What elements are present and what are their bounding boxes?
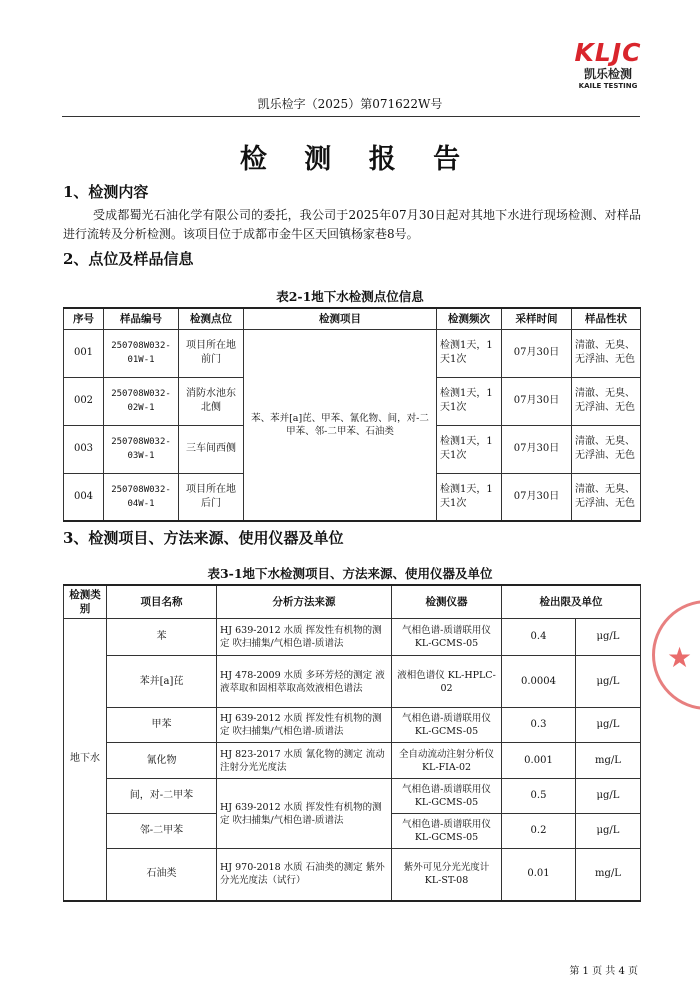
column-header: 样品性状 xyxy=(572,308,641,329)
cell-sample-time: 07月30日 xyxy=(502,473,572,521)
cell-sample-state: 清澈、无臭、无浮油、无色 xyxy=(572,329,641,377)
column-header: 采样时间 xyxy=(502,308,572,329)
cell-point: 项目所在地后门 xyxy=(179,473,244,521)
table-row xyxy=(64,329,641,377)
table-row xyxy=(64,619,641,656)
table-2-1-caption: 表2-1地下水检测点位信息 xyxy=(276,289,424,304)
cell-sample-code: 250708W032-01W-1 xyxy=(104,329,179,377)
table-header-row xyxy=(64,308,641,329)
cell-unit: μg/L xyxy=(576,708,641,743)
cell-sample-code: 250708W032-04W-1 xyxy=(104,473,179,521)
cell-method: HJ 639-2012 水质 挥发性有机物的测定 吹扫捕集/气相色谱-质谱法 xyxy=(217,779,392,849)
sampling-points-table xyxy=(63,307,641,522)
cell-method: HJ 823-2017 水质 氰化物的测定 流动注射分光光度法 xyxy=(217,743,392,779)
section-2-heading: 2、点位及样品信息 xyxy=(63,250,194,268)
cell-frequency: 检测1天，1天1次 xyxy=(437,329,502,377)
header-divider xyxy=(62,116,640,117)
table-row xyxy=(64,779,641,814)
cell-method: HJ 639-2012 水质 挥发性有机物的测定 吹扫捕集/气相色谱-质谱法 xyxy=(217,619,392,656)
cell-method: HJ 639-2012 水质 挥发性有机物的测定 吹扫捕集/气相色谱-质谱法 xyxy=(217,708,392,743)
cell-item: 间，对-二甲苯 xyxy=(107,779,217,814)
table-header-row xyxy=(64,585,641,619)
cell-instrument: 液相色谱仪 KL-HPLC-02 xyxy=(392,656,502,708)
cell-unit: μg/L xyxy=(576,656,641,708)
table-row xyxy=(64,656,641,708)
column-header: 项目名称 xyxy=(107,585,217,619)
cell-method: HJ 970-2018 水质 石油类的测定 紫外分光光度法（试行） xyxy=(217,849,392,901)
cell-sample-time: 07月30日 xyxy=(502,329,572,377)
cell-limit: 0.3 xyxy=(502,708,576,743)
cell-no: 004 xyxy=(64,473,104,521)
table-3-1-caption: 表3-1地下水检测项目、方法来源、使用仪器及单位 xyxy=(207,566,493,581)
cell-sample-state: 清澈、无臭、无浮油、无色 xyxy=(572,473,641,521)
cell-point: 项目所在地前门 xyxy=(179,329,244,377)
cell-unit: mg/L xyxy=(576,849,641,901)
seal-star-icon: ★ xyxy=(667,641,693,674)
section-3-heading: 3、检测项目、方法来源、使用仪器及单位 xyxy=(63,529,344,547)
logo-mark: KLJC xyxy=(574,38,642,67)
column-header: 样品编号 xyxy=(104,308,179,329)
document-title: 检 测 报 告 xyxy=(239,144,475,175)
cell-sample-time: 07月30日 xyxy=(502,425,572,473)
cell-unit: μg/L xyxy=(576,619,641,656)
cell-no: 001 xyxy=(64,329,104,377)
cell-sample-code: 250708W032-03W-1 xyxy=(104,425,179,473)
table-row xyxy=(64,849,641,901)
column-header: 序号 xyxy=(64,308,104,329)
cell-instrument: 气相色谱-质谱联用仪 KL-GCMS-05 xyxy=(392,708,502,743)
cell-sample-state: 清澈、无臭、无浮油、无色 xyxy=(572,377,641,425)
cell-no: 003 xyxy=(64,425,104,473)
cell-instrument: 全自动流动注射分析仪 KL-FIA-02 xyxy=(392,743,502,779)
page-number: 第 1 页 共 4 页 xyxy=(569,966,638,977)
cell-test-items: 苯、苯并[a]芘、甲苯、氰化物、间，对-二甲苯、邻-二甲苯、石油类 xyxy=(244,329,437,521)
cell-limit: 0.0004 xyxy=(502,656,576,708)
cell-sample-state: 清澈、无臭、无浮油、无色 xyxy=(572,425,641,473)
column-header: 检测项目 xyxy=(244,308,437,329)
cell-point: 消防水池东北侧 xyxy=(179,377,244,425)
cell-limit: 0.4 xyxy=(502,619,576,656)
cell-category: 地下水 xyxy=(64,619,107,901)
cell-sample-code: 250708W032-02W-1 xyxy=(104,377,179,425)
column-header: 检测频次 xyxy=(437,308,502,329)
cell-item: 苯并[a]芘 xyxy=(107,656,217,708)
cell-sample-time: 07月30日 xyxy=(502,377,572,425)
logo-english-name: KAILE TESTING xyxy=(578,82,638,90)
cell-item: 苯 xyxy=(107,619,217,656)
cell-limit: 0.2 xyxy=(502,814,576,849)
cell-unit: μg/L xyxy=(576,814,641,849)
column-header: 检测点位 xyxy=(179,308,244,329)
report-number: 凯乐检字（2025）第071622W号 xyxy=(257,97,443,111)
cell-point: 三车间西侧 xyxy=(179,425,244,473)
cell-unit: μg/L xyxy=(576,779,641,814)
cell-frequency: 检测1天，1天1次 xyxy=(437,473,502,521)
table-row xyxy=(64,743,641,779)
cell-instrument: 气相色谱-质谱联用仪 KL-GCMS-05 xyxy=(392,814,502,849)
cell-instrument: 紫外可见分光光度计 KL-ST-08 xyxy=(392,849,502,901)
cell-limit: 0.001 xyxy=(502,743,576,779)
cell-item: 氰化物 xyxy=(107,743,217,779)
cell-item: 甲苯 xyxy=(107,708,217,743)
section-1-text: 受成都蜀光石油化学有限公司的委托，我公司于2025年07月30日起对其地下水进行现场检测、对样品进行流转及分析检测。该项目位于成都市金牛区天回镇杨家巷8号。 xyxy=(63,208,641,241)
official-seal xyxy=(652,600,700,710)
cell-limit: 0.5 xyxy=(502,779,576,814)
cell-no: 002 xyxy=(64,377,104,425)
cell-item: 石油类 xyxy=(107,849,217,901)
test-methods-table xyxy=(63,584,641,902)
column-header: 检测仪器 xyxy=(392,585,502,619)
column-header: 分析方法来源 xyxy=(217,585,392,619)
logo-chinese-name: 凯乐检测 xyxy=(583,67,632,81)
column-header: 检测类别 xyxy=(64,585,107,619)
cell-unit: mg/L xyxy=(576,743,641,779)
column-header: 检出限及单位 xyxy=(502,585,641,619)
cell-limit: 0.01 xyxy=(502,849,576,901)
cell-frequency: 检测1天，1天1次 xyxy=(437,377,502,425)
table-row xyxy=(64,708,641,743)
cell-item: 邻-二甲苯 xyxy=(107,814,217,849)
cell-frequency: 检测1天，1天1次 xyxy=(437,425,502,473)
cell-instrument: 气相色谱-质谱联用仪 KL-GCMS-05 xyxy=(392,619,502,656)
cell-instrument: 气相色谱-质谱联用仪 KL-GCMS-05 xyxy=(392,779,502,814)
company-logo xyxy=(568,40,648,91)
section-1-heading: 1、检测内容 xyxy=(63,183,149,201)
cell-method: HJ 478-2009 水质 多环芳烃的测定 液液萃取和固相萃取高效液相色谱法 xyxy=(217,656,392,708)
